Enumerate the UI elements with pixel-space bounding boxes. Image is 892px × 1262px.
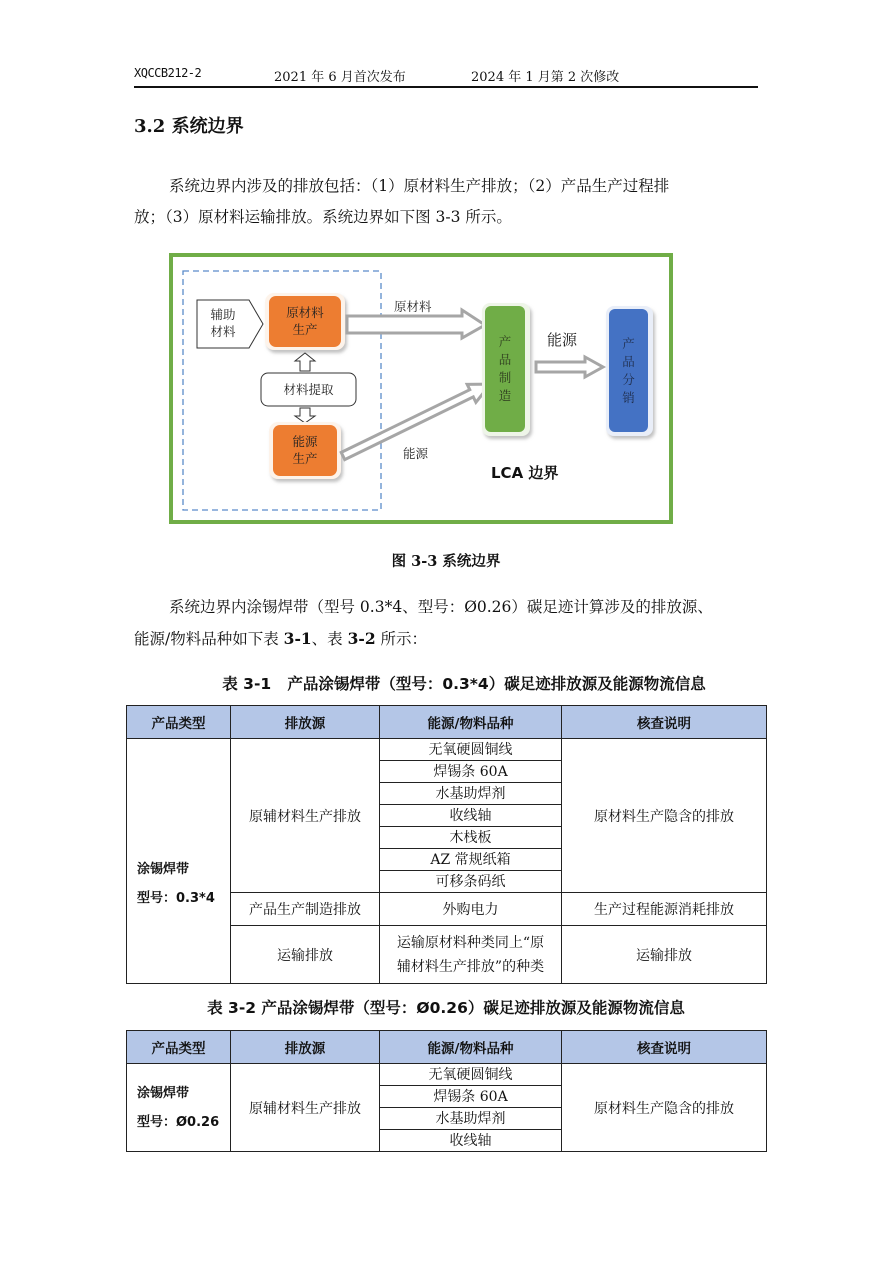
- table2-title: 表 3-2 产品涂锡焊带（型号：Ø0.26）碳足迹排放源及能源物流信息: [207, 999, 685, 1017]
- material-cell: 焊锡条 60A: [380, 761, 562, 783]
- text-run: 能源/物料品种如下表: [134, 630, 284, 648]
- material-line: 辅材料生产排放”的种类: [396, 958, 545, 975]
- distribution-char: 销: [622, 390, 635, 405]
- energy-label-line: 生产: [292, 451, 318, 466]
- source-cell: 原辅材料生产排放: [231, 1064, 380, 1152]
- product-type-cell: [127, 739, 231, 984]
- material-cell: 收线轴: [380, 1130, 562, 1152]
- column-header: 能源/物料品种: [380, 706, 562, 739]
- energy-distribution-arrow-label: 能源: [547, 331, 578, 349]
- source-cell: 运输排放: [231, 926, 380, 984]
- energy-production-label: [273, 433, 337, 467]
- material-cell: 无氧硬圆铜线: [380, 1064, 562, 1086]
- note-cell: 原材料生产隐含的排放: [562, 739, 767, 893]
- table-header-row: [127, 706, 767, 739]
- material-cell: 水基助焊剂: [380, 783, 562, 805]
- material-cell: [380, 926, 562, 984]
- table2: [126, 1030, 767, 1152]
- paragraph-boundary-intro: [134, 171, 764, 233]
- paragraph-line: 系统边界内涂锡焊带（型号 0.3*4、型号：Ø0.26）碳足迹计算涉及的排放源、: [169, 598, 713, 616]
- column-header: 产品类型: [127, 1031, 231, 1064]
- product-model: 型号：0.3*4: [137, 891, 215, 906]
- raw-material-arrow-label: 原材料: [394, 299, 432, 314]
- manufacture-char: 品: [498, 352, 512, 367]
- raw-label-line: 生产: [292, 322, 318, 337]
- text-run: 、表: [311, 630, 348, 648]
- aux-label-line: 材料: [210, 324, 236, 339]
- material-cell: 收线轴: [380, 805, 562, 827]
- material-cell: AZ 常规纸箱: [380, 849, 562, 871]
- distribution-char: 分: [622, 372, 635, 387]
- energy-arrow-label: 能源: [403, 446, 429, 461]
- manufacture-char: 造: [498, 388, 512, 403]
- note-cell: 运输排放: [562, 926, 767, 984]
- lca-boundary-frame: [171, 255, 671, 522]
- table-ref: 3-2: [347, 629, 376, 648]
- material-line: 运输原材料种类同上“原: [396, 934, 545, 951]
- column-header: 能源/物料品种: [380, 1031, 562, 1064]
- lca-boundary-label: LCA 边界: [491, 464, 559, 482]
- raw-label-line: 原材料: [286, 305, 324, 320]
- paragraph-line: [134, 623, 713, 655]
- product-name: 涂锡焊带: [137, 1085, 190, 1101]
- material-cell: 焊锡条 60A: [380, 1086, 562, 1108]
- system-boundary-diagram: [169, 253, 673, 524]
- table-ref: 3-1: [283, 629, 312, 648]
- distribution-char: 品: [622, 354, 635, 369]
- section-title: 3.2 系统边界: [134, 116, 244, 137]
- column-header: 核查说明: [562, 706, 767, 739]
- document-code: XQCCB212-2: [134, 66, 202, 80]
- diagram-canvas: [169, 253, 673, 524]
- aux-label-line: 辅助: [210, 307, 236, 322]
- manufacture-label: [485, 333, 525, 405]
- table-row: [127, 739, 767, 761]
- column-header: 核查说明: [562, 1031, 767, 1064]
- raw-material-production-label: [269, 304, 341, 338]
- product-name: 涂锡焊带: [137, 862, 190, 877]
- figure-caption: 图 3-3 系统边界: [391, 553, 501, 570]
- material-cell: 无氧硬圆铜线: [380, 739, 562, 761]
- material-cell: 外购电力: [380, 893, 562, 926]
- table-header-row: [127, 1031, 767, 1064]
- table1-title: 表 3-1 产品涂锡焊带（型号：0.3*4）碳足迹排放源及能源物流信息: [222, 675, 706, 693]
- distribution-char: 产: [622, 336, 635, 351]
- paragraph-line: 系统边界内涉及的排放包括：（1）原材料生产排放；（2）产品生产过程排: [169, 177, 670, 195]
- product-model: 型号：Ø0.26: [137, 1114, 220, 1130]
- publish-date: 2021 年 6 月首次发布: [274, 70, 406, 85]
- revision-date: 2024 年 1 月第 2 次修改: [471, 70, 620, 85]
- manufacture-char: 产: [498, 334, 512, 349]
- column-header: 产品类型: [127, 706, 231, 739]
- material-cell: 水基助焊剂: [380, 1108, 562, 1130]
- material-cell: 可移条码纸: [380, 871, 562, 893]
- note-cell: 原材料生产隐含的排放: [562, 1064, 767, 1152]
- document-header: [134, 66, 758, 88]
- paragraph-line: 放；（3）原材料运输排放。系统边界如下图 3-3 所示。: [134, 208, 512, 226]
- source-cell: 原辅材料生产排放: [231, 739, 380, 893]
- note-cell: 生产过程能源消耗排放: [562, 893, 767, 926]
- distribution-label: [609, 335, 648, 407]
- table1: [126, 705, 767, 984]
- energy-label-line: 能源: [292, 434, 318, 449]
- product-type-cell: [127, 1064, 231, 1152]
- manufacture-char: 制: [498, 370, 512, 385]
- extraction-label: 材料提取: [283, 382, 334, 397]
- material-cell: 木栈板: [380, 827, 562, 849]
- aux-material-label: [197, 306, 249, 340]
- column-header: 排放源: [231, 706, 380, 739]
- table-row: [127, 1064, 767, 1086]
- text-run: 所示：: [375, 630, 428, 648]
- source-cell: 产品生产制造排放: [231, 893, 380, 926]
- paragraph-table-intro: [134, 592, 713, 655]
- column-header: 排放源: [231, 1031, 380, 1064]
